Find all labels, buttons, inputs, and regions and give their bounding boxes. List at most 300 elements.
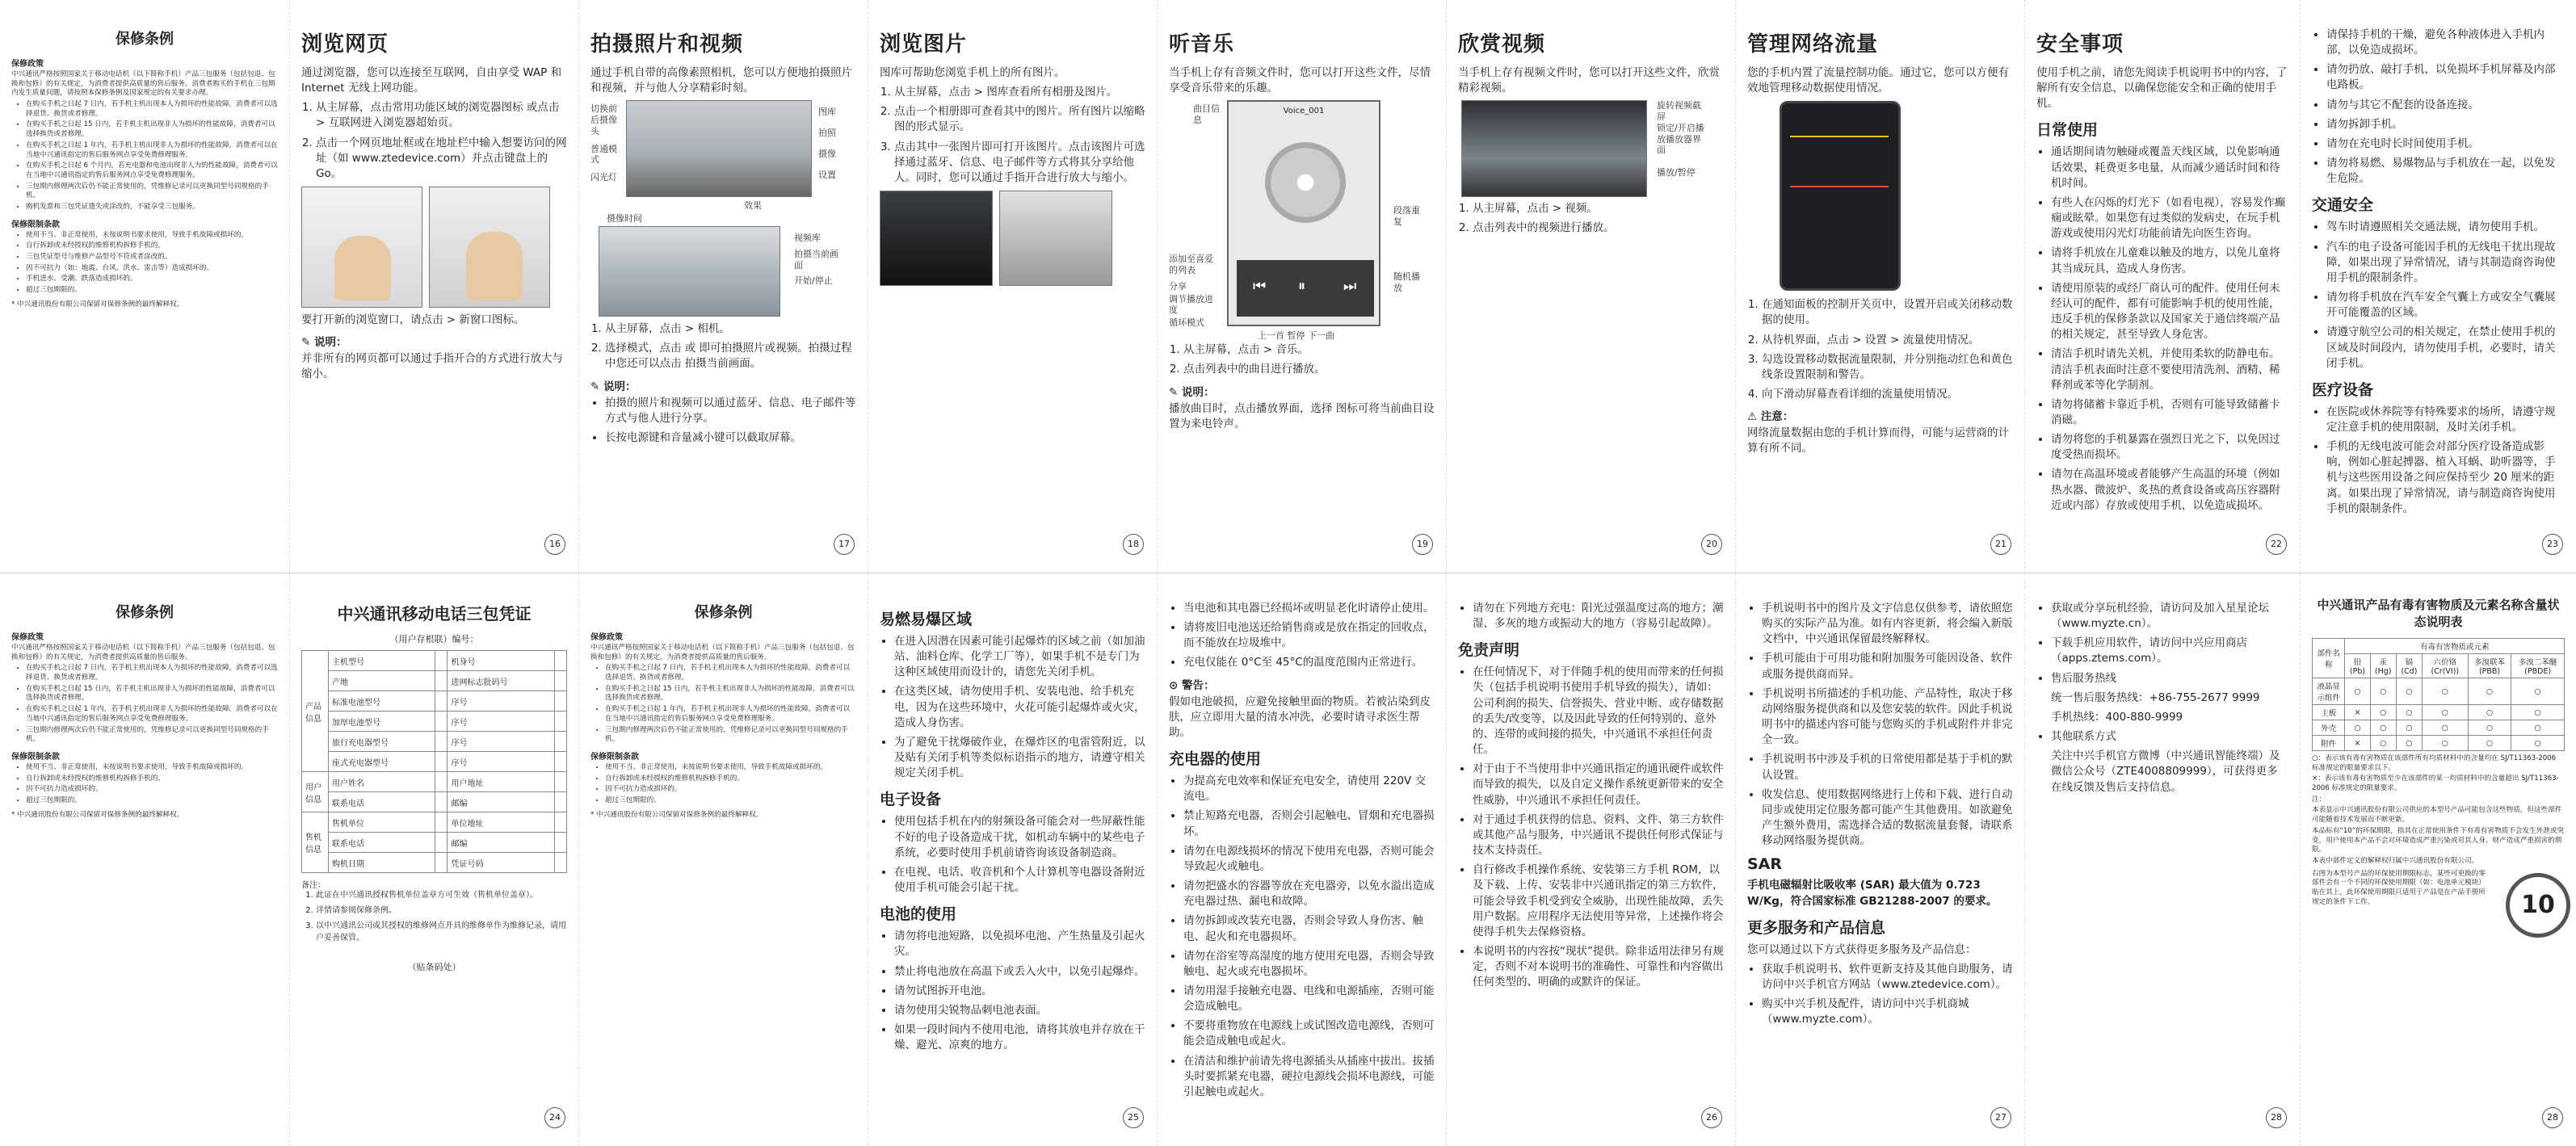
safety2-item: • 请勿扔放、敲打手机，以免损坏手机屏幕及内部电路板。: [2326, 62, 2565, 93]
field-label: 联系电话: [329, 833, 435, 853]
sar-text: 手机电磁辐射比吸收率 (SAR) 最大值为 0.723 W/Kg，符合国家标准 GB21288-2007 的要求。: [1747, 879, 1998, 908]
daily-item: • 请勿将储蓄卡靠近手机，否则有可能导致储蓄卡消磁。: [2051, 397, 2288, 428]
music-callouts-left: [1169, 254, 1217, 329]
battery-items: [880, 929, 1145, 1053]
video-intro: 当手机上存有视频文件时，您可以打开这些文件，欣赏精彩视频。: [1458, 66, 1720, 95]
field-value[interactable]: [435, 833, 448, 853]
field-label: 机身号: [448, 651, 554, 671]
track-title: Voice_001: [1283, 107, 1325, 116]
hz-cell: ○: [2345, 678, 2370, 705]
disclaimer-item: • 本说明书的内容按“现状”提供。除非适用法律另有规定，否则不对本说明书的准确性、可靠性和内容做出任何类型的、明确的或默许的保证。: [1473, 944, 1724, 990]
camera-note: • 拍摄的照片和视频可以通过蓝牙、信息、电子邮件等方式与他人进行分享。: [605, 396, 856, 426]
browser-screenshot: [301, 187, 422, 308]
field-value[interactable]: [435, 691, 448, 712]
gallery-title: 浏览图片: [880, 32, 968, 57]
hazard-title: 中兴通讯产品有毒有害物质及元素名称含量状态说明表: [2317, 598, 2560, 629]
hz-header: 镉 (Cd): [2396, 654, 2422, 678]
gallery-step: 2. 点击一个相册即可查看其中的图片。所有图片以缩略图的形式显示。: [894, 104, 1145, 135]
network-step: 1. 在通知面板的控制开关页中，设置开启或关闭移动数据的使用。: [1762, 297, 2013, 328]
disclaimer-item: • 对于通过手机获得的信息、资料、文件、第三方软件或其他产品与服务，中兴通讯不提供任何形式保证与技术支持责任。: [1473, 812, 1724, 858]
hz-cell: ○: [2468, 720, 2511, 736]
field-value[interactable]: [554, 833, 566, 853]
eco-footer-text: 右图为本型号产品的环保使用期限标志，某些可更换的零部件会有一个不同的环保使用期限（如：电池单元模块）贴在其上，此环保使用期限只适用于产品是在产品手册所规定的条件下工作。: [2312, 869, 2486, 906]
warranty-title: 保修条例: [694, 604, 753, 621]
browser-screenshot: [429, 187, 550, 308]
field-value[interactable]: [554, 691, 566, 712]
video-column: [1446, 0, 1735, 573]
contact-item: • 售后服务热线: [2051, 671, 2288, 686]
warning-icon: ⊙: [1169, 678, 1183, 692]
field-value[interactable]: [554, 752, 566, 772]
warranty-item: • 在购买手机之日起 7 日内，若手机主机出现本人为损坏的性能故障，消费者可以选择退货、换货或者修理。: [605, 664, 856, 682]
warning-label: [1169, 676, 1435, 692]
battery2-item: • 当电池和其电器已经损坏或明显老化时请停止使用。: [1183, 601, 1435, 616]
page-number: 26: [1701, 1107, 1722, 1128]
traffic-item: • 请勿将手机放在汽车安全气囊上方或安全气囊展开可能覆盖的区域。: [2326, 290, 2565, 321]
network-note: 网络流量数据由您的手机计算而得，可能与运营商的计算有所不同。: [1747, 426, 2009, 455]
remark: 1. 此证在中兴通讯授权售机单位盖章方可生效（售机单位盖章）。: [316, 890, 567, 901]
restrict-heading: 保修限制条款: [11, 752, 60, 762]
explosive-item: • 为了避免干扰爆破作业，在爆炸区的电雷管附近，以及贴有关闭手机等类似标语指示的地方，请遵守相关规定关闭手机。: [894, 735, 1145, 781]
safety2-item: • 请勿与其它不配套的设备连接。: [2326, 98, 2565, 113]
medical-items: [2312, 405, 2565, 517]
policy-text: 中兴通讯严格按照国家关于移动电话机（以下简称手机）产品三包服务（包括包退、包换和包修）的有关规定，为消费者提供高质量的售后服务。: [590, 644, 855, 661]
more-heading: 更多服务和产品信息: [1747, 918, 1886, 937]
hz-cell: 液晶显示组件: [2313, 678, 2345, 705]
warranty-item: • 三包期内修理两次后仍不能正常使用的，凭维修记录可以更换同型号同规格的手机。: [605, 726, 856, 745]
em-item: • 在电视、电话、收音机和个人计算机等电器设备附近使用手机可能会引起干扰。: [894, 865, 1145, 896]
charger-heading: 充电器的使用: [1169, 750, 1262, 769]
field-label: 产地: [329, 671, 435, 691]
remark: 3. 以中兴通讯公司或其授权的维修网点开具的维修单作为维修记录，请用户妥善保管。: [316, 921, 567, 943]
field-label: 主机型号: [329, 651, 435, 671]
field-label: 邮编: [448, 792, 554, 812]
callout: 段落重复: [1393, 205, 1420, 228]
hz-cell: ○: [2468, 705, 2511, 720]
field-value[interactable]: [554, 671, 566, 691]
gallery-step: 3. 点击其中一张图片即可打开该图片。点击该图片可选择通过蓝牙、信息、电子邮件等方式将其分享给他人。同时，您可以通过手指开合进行放大与缩小。: [894, 140, 1145, 186]
note-icon: ✎: [301, 336, 315, 350]
note-label-text: 说明：: [603, 380, 637, 393]
certificate-subtitle: （用户存根联）编号：: [389, 634, 479, 644]
warranty-item: • 在购买手机之日起 1 年内，若手机主机出现非人为损坏的性能故障，消费者可以在当地中兴通讯指定的售后服务网点享受免费修理服务。: [26, 141, 278, 160]
video-step: 2. 点击列表中的视频进行播放。: [1473, 220, 1724, 236]
callout: 旋转视频截屏: [1657, 100, 1701, 123]
disclaimer-top: [1458, 601, 1724, 632]
warning-icon: ⚠: [1747, 410, 1761, 424]
traffic-items: [2312, 220, 2565, 371]
support-column: [1735, 573, 2024, 1146]
contact-hotline: 统一售后服务热线：+86-755-2677 9999: [2051, 691, 2260, 704]
hz-cell: ○: [2468, 678, 2511, 705]
camera-column: [578, 0, 868, 573]
field-value[interactable]: [435, 651, 448, 671]
gallery-images: [880, 191, 1145, 286]
hz-group-header: 有毒有害物质或元素: [2345, 639, 2565, 654]
page-number: 28: [2266, 1107, 2287, 1128]
disclaimer-column: [1446, 573, 1735, 1146]
note-label-text: 说明：: [314, 336, 347, 350]
callout: 图库: [818, 107, 836, 118]
certificate-table: [301, 650, 567, 873]
restrict-item: • 因不可抗力造成损坏的。: [26, 785, 278, 795]
warranty-item: • 购机发票和三包凭证遗失或涂改的，不能享受三包服务。: [26, 203, 278, 212]
warranty-item: • 三包期内修理两次后仍不能正常使用的，凭维修记录可以更换同型号同规格的手机。: [26, 726, 278, 745]
network-screenshot: [1780, 101, 1901, 291]
effect-callout: 效果: [744, 200, 762, 212]
music-intro: 当手机上存有音频文件时，您可以打开这些文件，尽情享受音乐带来的乐趣。: [1169, 66, 1431, 95]
explosive-column: [868, 573, 1157, 1146]
callout: 切换前后摄像头: [590, 103, 617, 136]
remarks: [301, 890, 567, 944]
policy-text: 中兴通讯严格按照国家关于移动电话机（以下简称手机）产品三包服务（包括包退、包换和包修）的有关规定，为消费者提供高质量的售后服务。: [11, 644, 275, 661]
support-item: • 手机说明书中的图片及文字信息仅供参考，请依照您购买的实际产品为准。如有内容更新，将会编入新版文档中，中兴通讯保留最终解释权。: [1762, 601, 2013, 647]
support-item: • 手机可能由于可用功能和附加服务可能因设备、软件或服务提供商而异。: [1762, 651, 2013, 682]
note-label: [1169, 383, 1435, 399]
safety-title: 安全事项: [2036, 32, 2124, 57]
hz-cell: ○: [2396, 678, 2422, 705]
controls-callout: 上一首 暂停 下一曲: [1258, 330, 1334, 342]
field-value[interactable]: [435, 792, 448, 812]
charger-item: • 不要将重物放在电源线上或试图改造电源线，否则可能会造成触电或起火。: [1183, 1018, 1435, 1049]
battery-item: • 请勿使用尖锐物品刺电池表面。: [894, 1003, 1145, 1018]
group-label: 产品信息: [302, 651, 329, 772]
page-number: 20: [1701, 534, 1722, 555]
music-figure: [1169, 100, 1435, 342]
field-value[interactable]: [435, 853, 448, 873]
hz-cell: ○: [2422, 736, 2468, 751]
warranty-footnote: * 中兴通讯股份有限公司保留对保修条例的最终解释权。: [11, 300, 184, 309]
hazard-legend: [2312, 754, 2565, 867]
warranty-item: • 在购买手机之日起 1 年内，若手机主机出现非人为损坏的性能故障，消费者可以在当地中兴通讯指定的售后服务网点享受免费修理服务。: [26, 705, 278, 724]
policy-heading: 保修政策: [11, 633, 44, 642]
field-value[interactable]: [554, 651, 566, 671]
field-value[interactable]: [554, 772, 566, 792]
hazard-note: 本品标有“10”的环保期限，指其在正常使用条件下有毒有害物质不会发生外泄或突变，用户使用本产品不会对环境造成严重污染或对其人身、财产造成严重损害的期限。: [2312, 826, 2565, 854]
music-player-screen: [1227, 100, 1380, 326]
traffic-heading: 交通安全: [2312, 196, 2374, 215]
camera-figure: [590, 100, 856, 213]
medical-item: • 手机的无线电波可能会对部分医疗设备造成影响，例如心脏起搏器、植入耳蜗、助听器等，手机与这些医用设备之间应保持至少 20 厘米的距离。如果出现了异常情况，请与制造商咨询使用手机的限制条件。: [2326, 439, 2565, 517]
safety2-items: [2312, 27, 2565, 187]
warranty-column: [0, 0, 289, 573]
camera-preview: [626, 100, 812, 197]
explosive-items: [880, 634, 1145, 781]
callout: 视频库: [794, 233, 821, 244]
charger-item: • 请勿用湿手接触充电器、电线和电源插座，否则可能会造成触电。: [1183, 984, 1435, 1014]
safety2-item: • 请勿拆卸手机。: [2326, 117, 2565, 132]
support-item: • 收发信息、使用数据网络进行上传和下载、进行自动同步或使用定位服务都可能产生其他费用。如欲避免产生额外费用，需选择合适的数据流量套餐，请联系移动网络服务提供商。: [1762, 787, 2013, 850]
charger-items: [1169, 774, 1435, 1100]
battery-item: • 请勿将电池短路，以免损坏电池、产生热量及引起火灾。: [894, 929, 1145, 959]
charger-item: • 在清洁和维护前请先将电源插头从插座中拔出。拔插头时要抓紧充电器，硬拉电源线会损坏电源线，可能引起触电或起火。: [1183, 1054, 1435, 1100]
album-disc: [1265, 142, 1346, 223]
hand-icon: [334, 236, 391, 300]
hz-header: 多溴二苯醚 (PBDE): [2511, 654, 2565, 678]
note-label: [590, 377, 856, 393]
music-step: 1. 从主屏幕，点击 > 音乐。: [1183, 342, 1435, 358]
video-title: 欣赏视频: [1458, 32, 1546, 57]
hz-cell: ○: [2468, 736, 2511, 751]
network-column: [1735, 0, 2024, 573]
hz-cell: 外壳: [2313, 720, 2345, 736]
field-label: 购机日期: [329, 853, 435, 873]
explosive-item: • 在这类区域，请勿使用手机、安装电池、给手机充电，因为在这些环境中，火花可能引起爆炸或火灾，造成人身伤害。: [894, 684, 1145, 730]
hz-cell: ○: [2345, 720, 2370, 736]
battery-item: • 如果一段时间内不使用电池，请将其放电并存放在干燥、避光、凉爽的地方。: [894, 1022, 1145, 1053]
network-step: 2. 从待机界面，点击 > 设置 > 流量使用情况。: [1762, 333, 2013, 348]
more-item: • 获取手机说明书、软件更新支持及其他自助服务，请访问中兴手机官方网站（www.ztedevice.com）。: [1762, 962, 2013, 993]
field-value[interactable]: [554, 712, 566, 732]
restrict-item: • 因不可抗力（如：地震、台风、洪水、雷击等）造成损坏的。: [26, 264, 278, 274]
callout: 调节播放进度: [1169, 293, 1213, 316]
hz-cell: ○: [2370, 678, 2396, 705]
field-label: 序号: [448, 732, 554, 752]
browse-intro: 通过浏览器，您可以连接至互联网，自由享受 WAP 和 Internet 无线上网功能。: [301, 66, 562, 95]
field-value[interactable]: [554, 853, 566, 873]
hz-cell: 主板: [2313, 705, 2345, 720]
disclaimer-heading: 免责声明: [1458, 641, 1520, 660]
hz-cell: ○: [2511, 720, 2565, 736]
network-intro: 您的手机内置了流量控制功能。通过它，您可以方便有效地管理移动数据使用情况。: [1747, 66, 2009, 95]
page-number: 24: [544, 1107, 565, 1128]
hz-header: 六价铬 (Cr(VI)): [2422, 654, 2468, 678]
callout: 曲目信息: [1193, 103, 1220, 126]
field-value[interactable]: [435, 671, 448, 691]
charger-item: • 请勿在电源线损坏的情况下使用充电器，否则可能会导致起火或触电。: [1183, 844, 1435, 875]
field-label: 单位地址: [448, 812, 554, 833]
hazard-note: 本表中部件定义的解释权归属中兴通讯股份有限公司。: [2312, 856, 2479, 865]
safety-intro: 使用手机之前，请您先阅读手机说明书中的内容，了解所有安全信息，以确保您能安全和正确的使用手机。: [2036, 66, 2288, 111]
field-value[interactable]: [435, 712, 448, 732]
bottom-sheet: [0, 573, 2576, 1146]
restrict-item: • 手机进水、受潮、跌落造成损坏的。: [26, 275, 278, 284]
field-label: 凭证号码: [448, 853, 554, 873]
restrict-item: • 三包凭证型号与维修产品型号不符或者涂改的。: [26, 253, 278, 262]
browse-step: 1. 从主屏幕，点击常用功能区域的浏览器图标 或点击 > 互联网进入浏览器超始页。: [316, 100, 567, 131]
callout: 闪光灯: [590, 172, 617, 183]
charger-item: • 为提高充电效率和保证充电安全，请使用 220V 交流电。: [1183, 774, 1435, 804]
traffic-item: • 请遵守航空公司的相关规定，在禁止使用手机的区域及时间段内，请勿使用手机，必要时，请关闭手机。: [2326, 325, 2565, 371]
field-value[interactable]: [554, 812, 566, 833]
hz-cell: ○: [2422, 705, 2468, 720]
warranty-items: [11, 100, 278, 212]
battery-heading: 电池的使用: [880, 905, 957, 924]
camera-note: • 长按电源键和音量减小键可以截取屏幕。: [605, 430, 856, 446]
gallery-step: 1. 从主屏幕，点击 > 图库查看所有相册及图片。: [894, 85, 1145, 100]
browse-screens: [301, 187, 567, 308]
hazard-column: [2300, 573, 2576, 1146]
medical-item: • 在医院或休养院等有特殊要求的场所，请遵守规定注意手机的使用限制，及时关闭手机。: [2326, 405, 2565, 435]
field-value[interactable]: [554, 792, 566, 812]
warning-label: [1747, 407, 2013, 423]
field-value[interactable]: [435, 812, 448, 833]
sar-heading: SAR: [1747, 855, 1783, 874]
music-step: 2. 点击列表中的曲目进行播放。: [1183, 362, 1435, 377]
traffic-item: • 驾车时请遵照相关交通法规，请勿使用手机。: [2326, 220, 2565, 235]
contact-phone: 手机热线：400-880-9999: [2051, 710, 2183, 724]
em-heading: 电子设备: [880, 791, 942, 809]
certificate-column: [289, 573, 578, 1146]
note-label-text: 说明：: [1182, 385, 1215, 399]
camera-step: 1. 从主屏幕，点击 > 相机。: [605, 321, 856, 337]
page-number: 23: [2542, 534, 2563, 555]
hazard-note: 本表显示中兴通讯股份有限公司供应的本型号产品可能包含这些物质，但这些部件可能随着技术发展而不断更新。: [2312, 806, 2562, 825]
field-label: 序号: [448, 712, 554, 732]
restrict-heading: 保修限制条款: [590, 752, 639, 762]
disclaimer-item: • 对于由于不当使用非中兴通讯指定的通讯硬件或软件而导致的损失，以及自定义操作系统更新带来的安全性威胁，中兴通讯不承担任何责任。: [1473, 762, 1724, 808]
hz-header: 汞 (Hg): [2370, 654, 2396, 678]
hz-cell: ×: [2345, 736, 2370, 751]
more-items: [1747, 962, 2013, 1028]
hz-cell: ×: [2345, 705, 2370, 720]
page-number: 25: [1123, 1107, 1144, 1128]
gallery-intro: 图库可帮助您浏览手机上的所有图片。: [880, 66, 1065, 79]
restrict-item: • 自行拆卸或未经授权的维修机构拆修手机的。: [605, 774, 856, 784]
daily-item: • 清洁手机时请先关机，并使用柔软的防静电布。清洁手机表面时注意不要使用清洗剂、酒精、稀释剂或苯等化学制剂。: [2051, 346, 2288, 392]
restrict-item: • 自行拆卸或未经授权的维修机构拆修手机的。: [26, 774, 278, 784]
video-callouts: [794, 233, 843, 287]
field-value[interactable]: [435, 772, 448, 792]
callout: 设置: [818, 169, 836, 180]
hz-cell: ○: [2396, 720, 2422, 736]
contact-column: [2024, 573, 2300, 1146]
charger-item: • 禁止短路充电器，否则会引起触电、冒烟和充电器损坏。: [1183, 808, 1435, 839]
daily-item: • 通话期间请勿触碰或覆盖天线区域，以免影响通话效果，耗费更多电量，从而减少通话时间和待机时间。: [2051, 145, 2288, 191]
restrict-heading: 保修限制条款: [11, 220, 60, 229]
video-player-figure: [1458, 100, 1724, 201]
warranty-item: • 三包期内修理两次后仍不能正常使用的，凭维修记录可以更换同型号同规格的手机。: [26, 183, 278, 201]
safety2-item: • 请勿在充电时长时间使用手机。: [2326, 136, 2565, 152]
network-step: 3. 勾选设置移动数据流量限制，并分别拖动红色和黄色线条设置限制和警告。: [1762, 352, 2013, 383]
daily-item: • 请使用原装的或经厂商认可的配件。使用任何未经认可的配件，都有可能影响手机的使用性能，违反手机的保修条款以及国家关于通信终端产品的相关规定，甚至导致人身危害。: [2051, 281, 2288, 343]
warranty-item: • 在购买手机之日起 6 个月内，若充电器和电池出现非人为的性能故障，消费者可以在当地中兴通讯指定的售后服务网点享受免费修理服务。: [26, 162, 278, 180]
field-label: 进网标志批码号: [448, 671, 554, 691]
camera-steps: [590, 321, 856, 372]
disclaimer-top-item: • 请勿在下列地方充电：阳光过强温度过高的地方；潮湿、多灰的地方或振动大的地方（容易引起故障）。: [1473, 601, 1724, 632]
camera-intro: 通过手机自带的高像素照相机，您可以方便地拍摄照片和视频，并与他人分享精彩时刻。: [590, 66, 852, 95]
disclaimer-item: • 在任何情况下，对于伴随手机的使用而带来的任何损失（包括手机说明书使用手机导致的损失），请如：公司利润的损失、信誉损失、营业中断、或存储数据的丢失/改变等，以及因此导致的任何特别的、意外的、连带的或间接的损失，中兴通讯不承担任何责任。: [1473, 665, 1724, 758]
music-column: [1157, 0, 1446, 573]
camera-step: 2. 选择模式，点击 或 即可拍摄照片或视频。拍摄过程中您还可以点击 拍摄当前画面。: [605, 341, 856, 372]
support-items: [1747, 601, 2013, 849]
hz-cell: ○: [2511, 736, 2565, 751]
policy-heading: 保修政策: [11, 60, 44, 69]
field-value[interactable]: [435, 752, 448, 772]
policy-heading: 保修政策: [590, 633, 623, 642]
contact-items: [2036, 601, 2288, 795]
callout: 锁定/开启播放播放器界面: [1657, 122, 1704, 156]
callout: 拍照: [818, 128, 836, 139]
eco-period-mark-icon: 10: [2506, 873, 2570, 938]
remarks-label: 备注：: [301, 881, 326, 890]
disclaimer-items: [1458, 665, 1724, 990]
battery2-items: [1169, 601, 1435, 671]
charger-item: • 请勿把盛水的容器等放在充电器旁，以免水溢出造成充电器过热、漏电和故障。: [1183, 879, 1435, 909]
more-item: • 购买中兴手机及配件，请访问中兴手机商城（www.myzte.com）。: [1762, 997, 2013, 1027]
field-value[interactable]: [554, 732, 566, 752]
hz-cell: ○: [2396, 736, 2422, 751]
hz-cell: ○: [2422, 720, 2468, 736]
warranty-footnote: * 中兴通讯股份有限公司保留对保修条例的最终解释权。: [590, 810, 763, 819]
group-label: 售机信息: [302, 812, 329, 873]
daily-item: • 请将手机放在儿童难以触及的地方，以免儿童将其当成玩具，造成人身伤害。: [2051, 246, 2288, 276]
daily-item: • 请勿将您的手机暴露在强烈日光之下，以免因过度受热而损坏。: [2051, 432, 2288, 463]
player-controls: [1237, 260, 1374, 317]
field-label: 旅行充电器型号: [329, 732, 435, 752]
support-item: • 手机说明书中涉及手机的日常使用都是基于手机的默认设置。: [1762, 752, 2013, 783]
note-icon: ✎: [590, 380, 604, 393]
contact-item: • 获取或分享玩机经验，请访问及加入星星论坛（www.myzte.cn）。: [2051, 601, 2288, 632]
restrict-item: • 使用不当、非正常使用，未按说明书要求使用，导致手机故障或损坏的。: [605, 763, 856, 773]
next-icon[interactable]: ⏭: [1343, 278, 1357, 296]
page-number: 18: [1123, 534, 1144, 555]
network-title: 管理网络流量: [1747, 32, 1879, 57]
note-label: [301, 333, 567, 349]
callout: 播放/暂停: [1657, 167, 1696, 178]
warranty-right-column: [578, 573, 868, 1146]
hz-header: 铅 (Pb): [2345, 654, 2370, 678]
eco-text: [2312, 870, 2486, 908]
video-preview: [599, 226, 780, 317]
notes-label: 注：: [2312, 795, 2326, 804]
browse-steps: [301, 100, 567, 182]
policy-text: 中兴通讯严格按照国家关于移动电话机（以下简称手机）产品三包服务（包括包退、包换和包修）的有关规定，为消费者提供高质量的售后服务。消费者购买的手机在三包期内发生质量问题，请按照本保修条例及国家规定的有关要求办理。: [11, 70, 275, 98]
safety2-column: [2300, 0, 2576, 573]
field-label: 标准电池型号: [329, 691, 435, 712]
field-label: 序号: [448, 691, 554, 712]
restrict-item: • 使用不当、非正常使用，未按说明书要求使用，导致手机故障或损坏的。: [26, 231, 278, 241]
warranty-item: • 在购买手机之日起 15 日内，若手机主机出现非人为损坏的性能故障，消费者可以选择换货或者修理。: [26, 685, 278, 703]
hz-header: 多溴联苯 (PBB): [2468, 654, 2511, 678]
video-step: 1. 从主屏幕，点击 > 视频。: [1473, 201, 1724, 216]
restrict-item: • 超过三包期限的。: [605, 796, 856, 806]
warranty-title: 保修条例: [116, 31, 174, 48]
warranty-item: • 在购买手机之日起 7 日内，若手机主机出现本人为损坏的性能故障，消费者可以选择退货、换货或者修理。: [26, 664, 278, 682]
previous-icon[interactable]: ⏮: [1253, 278, 1267, 296]
remark: 2. 详情请参阅保修条例。: [316, 905, 567, 917]
callout: 随机播放: [1393, 271, 1420, 294]
field-label: 联系电话: [329, 792, 435, 812]
explosive-heading: 易燃易爆区域: [880, 611, 973, 628]
hz-cell: ○: [2370, 736, 2396, 751]
music-note: 播放曲目时，点击播放界面，选择 图标可将当前曲目设置为来电铃声。: [1169, 401, 1435, 430]
support-item: • 手机说明书所描述的手机功能、产品特性，取决于移动网络服务提供商和以及您安装的软件。因此手机说明书中的描述内容可能与您购买的手机或附件并非完全一致。: [1762, 686, 2013, 749]
page-number: 19: [1412, 534, 1433, 555]
hz-header: 部件名称: [2313, 639, 2345, 678]
hand-icon: [466, 232, 523, 300]
camera-callouts-right: [818, 107, 859, 180]
safety2-item: • 请保持手机的干燥，避免各种液体进入手机内部，以免造成损坏。: [2326, 27, 2565, 58]
video-player-screen: [1461, 100, 1647, 197]
field-label: 邮编: [448, 833, 554, 853]
gallery-photo: [999, 191, 1112, 286]
warranty-item: • 在购买手机之日起 15 日内，若手机主机出现非人为损坏的性能故障，消费者可以选择换货或者修理。: [26, 120, 278, 139]
field-label: 序号: [448, 752, 554, 772]
field-label: 售机单位: [329, 812, 435, 833]
em-item: • 使用包括手机在内的射频设备可能会对一些屏蔽性能不好的电子设备造成干扰，如机动车辆中的某些电子系统，必要时使用手机前请咨询该设备制造商。: [894, 814, 1145, 860]
hz-cell: ○: [2511, 705, 2565, 720]
page-number: 22: [2266, 534, 2287, 555]
legend-item: ×：表示该有毒有害物质至少在该部件的某一均质材料中的含量超出 SJ/T11363-2006 标准规定的限量要求。: [2312, 774, 2559, 793]
daily-item: • 有些人在闪烁的灯光下（如看电视），容易发作癫痫或眩晕。如果您有过类似的发病史，在玩手机游戏或使用闪光灯功能前请先向医生咨询。: [2051, 195, 2288, 241]
video-steps: [1458, 201, 1724, 236]
video-figure: [590, 225, 856, 321]
battery-item: • 请勿试图拆开电池。: [894, 984, 1145, 999]
warranty-item: • 在购买手机之日起 15 日内，若手机主机出现非人为损坏的性能故障，消费者可以选择换货或者修理。: [605, 685, 856, 703]
pause-icon[interactable]: ⏸: [1298, 278, 1305, 296]
field-value[interactable]: [435, 732, 448, 752]
